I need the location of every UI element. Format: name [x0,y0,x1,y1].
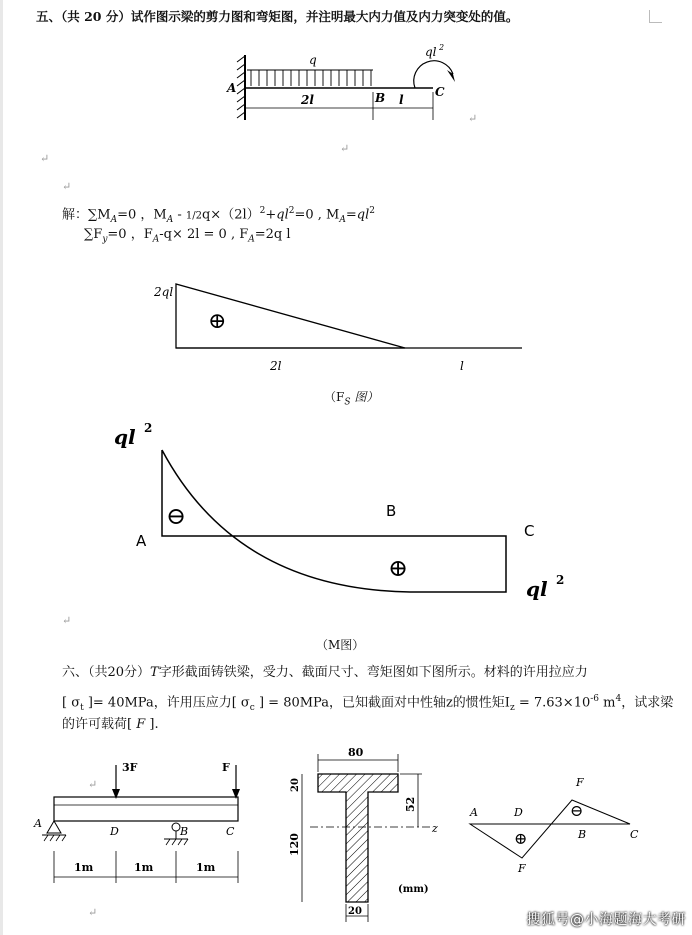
moment-positive-sign: ⊕ [388,554,409,582]
shear-value-label: 2ql [154,285,174,299]
dim-flange-20: 20 [290,778,301,792]
problem5-beam-figure [225,40,465,130]
watermark: 搜狐号@小海题海大考研 [526,912,686,928]
label-B: B [375,91,386,105]
m6-positive-sign: ⊕ [514,829,528,848]
para-mark: ↵ [62,180,72,193]
problem6-beam-figure [30,755,260,890]
shear-positive-sign: ⊕ [208,309,227,334]
load-F-label: F [222,761,230,774]
load-3F-label: 3F [122,761,138,774]
moment-diagram [110,420,580,620]
m6-label-B: B [578,828,587,841]
m6-label-A: A [470,806,478,819]
moment-polygon [470,800,630,858]
para-mark: ↵ [468,112,478,125]
dim-width-80: 80 [348,746,364,759]
unit-mm: (mm) [398,884,429,895]
para-mark: ↵ [340,142,350,155]
problem5-heading: 五、（共 20 分）试作图示梁的剪力图和弯矩图，并注明最大内力值及内力突变处的值。 [36,9,519,24]
dim-2l: 2l [301,93,314,107]
moment-bottom-exp: 2 [556,573,565,587]
para-mark: ↵ [88,778,98,791]
moment-bottom-value: ql [526,577,548,601]
label-C: C [435,85,445,99]
shear-span-l: l [460,359,464,373]
load-q-label: q [309,53,317,67]
beam-body [54,797,238,821]
wall-hatching [237,56,245,118]
beam-label-D: D [110,825,119,838]
moment-top-value: ql [114,425,136,449]
solution-line-2: $\sum F_y=0$ ，$F_A-q\times 2l = 0$ , $F_A=2q$ l [84,227,291,245]
m6-label-D: D [514,806,523,819]
moment-label-A: A [136,532,147,550]
para-mark: ↵ [62,614,72,627]
problem6-heading: 六、（共20分）T字形截面铸铁梁，受力、截面尺寸、弯矩图如下图所示。材料的许用拉应力 [62,665,588,680]
moment-caption: （M图） [316,638,365,652]
t-section-figure [280,740,450,925]
shear-force-diagram [150,278,530,378]
beam-label-B: B [180,825,189,838]
beam-dim-3: 1m [196,861,216,874]
m6-F-top: F [576,776,584,789]
problem6-line-2: [ $\sigma_t$ ]= 40MPa，许用压应力[ $\sigma_c$ ] = 80MPa，已知截面对中性轴z的惯性矩$I_z = 7.63\times 10^{-6}$ $m^4$，试求梁 [62,694,674,713]
beam-dim-1: 1m [74,861,94,874]
moment-label-B: B [386,502,397,520]
dim-52: 52 [404,796,417,812]
moment-top-exp: 2 [144,421,153,435]
m6-label-C: C [630,828,639,841]
dim-web-20: 20 [348,906,362,917]
beam-label-A: A [34,817,42,830]
dim-web-120: 120 [288,833,301,856]
moment-arc [414,61,453,88]
shear-caption: （$F_S$ 图） [324,390,379,408]
problem6-moment-diagram [460,770,650,880]
beam-label-C: C [226,825,235,838]
t-section-shape [318,774,398,902]
moment-label: ql [425,45,437,59]
page-left-border [0,0,3,935]
shear-span-2l: 2l [270,359,282,373]
moment-arrowhead [447,70,455,82]
solution-line-1: 解：$\sum M_A=0$ ，$M_A - 1/2q\times(2l)^2+ql^2=0$ , $M_A=ql^2$ [62,206,375,225]
m6-negative-sign: ⊖ [570,801,584,820]
moment-label-C: C [524,522,535,540]
beam-dim-2: 1m [134,861,154,874]
load-arrows [251,70,371,86]
para-mark: ↵ [40,152,50,165]
moment-exp: 2 [439,43,445,52]
page-corner-mark [649,10,662,23]
support-A [47,821,61,833]
problem6-line-3: 的许可载荷[ F ]. [62,717,159,732]
support-B [172,823,180,831]
m6-F-bottom: F [518,862,526,875]
para-mark: ↵ [88,906,98,919]
moment-negative-sign: ⊖ [166,502,187,530]
axis-z-label: z [432,822,438,835]
moment-outline [162,450,506,592]
dim-l: l [399,93,404,107]
label-A: A [227,81,237,95]
